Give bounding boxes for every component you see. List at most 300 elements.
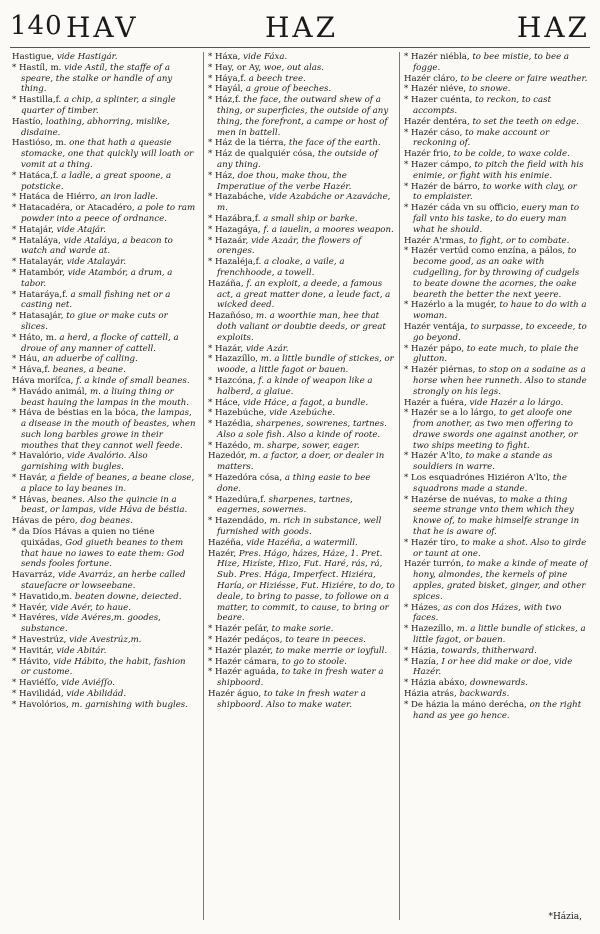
dictionary-entry [208, 667, 395, 689]
dictionary-entry [208, 138, 395, 149]
dictionary-entry [404, 495, 588, 538]
entry-definition: towards, thitherward. [441, 645, 537, 656]
entry-definition: to make merrie or ioyfull. [275, 645, 388, 656]
entry-headword: * Havolórios, [12, 699, 69, 710]
dictionary-entry [404, 603, 588, 625]
dictionary-entry [12, 473, 197, 495]
dictionary-entry [208, 419, 395, 441]
entry-definition: to fight, or to combate. [468, 235, 570, 246]
entry-headword: * Havilidád, [12, 689, 64, 700]
entry-definition: m. sharpe, sower, eager. [253, 440, 360, 451]
entry-definition: to make a shot. Also to girde or taunt at one. [413, 537, 587, 559]
entry-headword: * Házia, [404, 645, 439, 656]
entry-headword: * Hávas, [12, 494, 49, 505]
entry-definition: an iron ladle. [100, 192, 159, 203]
entry-definition: to take in fresh water a shipboord. [217, 667, 384, 689]
entry-definition: vide Hazér a lo lárgo. [469, 397, 564, 408]
entry-definition: beanes, a beane. [52, 365, 126, 376]
entry-headword: * Hazér niébla, [404, 52, 470, 62]
entry-headword: * Hazebúche, [208, 408, 267, 419]
dictionary-entry [208, 84, 395, 95]
entry-definition: to surpasse, to exceede, to go beyond. [413, 321, 587, 343]
entry-definition: the face of the earth. [288, 138, 381, 149]
entry-definition: a small fishing net or a casting net. [21, 289, 171, 311]
entry-definition: f. an exploit, a deede, a famous act, a great matter done, a leude fact, a wicked deed. [217, 278, 391, 311]
entry-headword: * Hazendádo, [208, 516, 267, 527]
entry-definition: beanes. Also the quincie in a beast, or lampas, vide Háva de béstia. [21, 494, 188, 516]
entry-headword: * Hazér se a lo lárgo, [404, 408, 497, 419]
entry-definition: vide Hazéña, a watermill. [246, 537, 358, 548]
entry-definition: God giueth beanes to them that haue no iawes to eate them: God sends fooles fortune. [21, 537, 185, 570]
entry-definition: vide Háce, a fagot, a bundle. [243, 397, 369, 408]
entry-definition: a beech tree. [248, 73, 306, 84]
dictionary-entry [208, 624, 395, 635]
entry-definition: to get aloofe one from another, as two men offering to drawe swords one against another, or two ships meeting to fight. [413, 408, 578, 451]
dictionary-entry [12, 63, 197, 95]
entry-headword: * Hazér pápo, [404, 343, 465, 354]
entry-definition: loathing, abhorring, mislike, disdaine. [21, 116, 170, 138]
entry-definition: to reckon, to cast accompts. [413, 95, 552, 116]
dictionary-entry [208, 495, 395, 517]
entry-headword: * Havestrúz, [12, 635, 67, 646]
entry-definition: m. a factor, a doer, or dealer in matters. [217, 451, 385, 473]
entry-headword: * Hazér aguáda, [208, 667, 279, 678]
dictionary-entry [404, 128, 588, 150]
entry-headword: * Havádo animál, [12, 386, 88, 397]
entry-definition: as con dos Házes, with two faces. [413, 602, 562, 624]
entry-headword: Hazér ventája, [404, 321, 468, 332]
column-2 [208, 52, 395, 922]
entry-headword: * Háu, [12, 354, 40, 365]
dictionary-entry [208, 354, 395, 376]
entry-definition: to set the teeth on edge. [472, 116, 579, 127]
dictionary-entry [12, 451, 197, 473]
dictionary-entry [12, 570, 197, 592]
entry-headword: * Hazérse de nuévas, [404, 494, 497, 505]
dictionary-entry [12, 678, 197, 689]
entry-definition: vide Azebúche. [269, 408, 336, 419]
entry-headword: Hastigue, [12, 52, 55, 62]
page-number: 140 [10, 11, 63, 41]
entry-definition: to giue or make cuts or slices. [21, 311, 168, 332]
dictionary-entry [208, 257, 395, 279]
entry-definition: one that hath a queasie stomacke, one that quickly will loath or vomit at a thing. [21, 138, 194, 170]
entry-definition: a cloake, a vaile, a frenchhoode, a towell. [217, 257, 345, 278]
dictionary-entry [208, 473, 395, 495]
entry-headword: * Hatalayár, [12, 257, 64, 268]
entry-definition: vide Avarráz, an herbe called staueſacre or lowseebane. [21, 570, 186, 592]
dictionary-entry [12, 613, 197, 635]
entry-headword: * Hazér cáda vn su officio, [404, 203, 519, 214]
dictionary-entry [404, 657, 588, 679]
entry-headword: * Hazezíllo, [404, 624, 454, 635]
entry-headword: Háva moríſca, [12, 375, 74, 386]
dictionary-entry [208, 95, 395, 138]
catchword: *Házia, [548, 912, 582, 922]
dictionary-entry [404, 678, 588, 689]
entry-headword: * Havatido,m. [12, 591, 73, 602]
entry-definition: m. rich in substance, well furnished with goods. [217, 516, 382, 538]
entry-definition: a pole to ram powder into a peece of ordnance. [21, 203, 196, 224]
entry-definition: on the right hand as yee go hence. [413, 699, 582, 721]
entry-definition: dog beanes. [80, 516, 133, 527]
dictionary-entry [208, 451, 395, 473]
dictionary-entry [12, 290, 197, 312]
entry-definition: to bee mistie, to bee a fogge. [413, 52, 570, 73]
dictionary-entry [12, 657, 197, 679]
entry-headword: * Hazér cámara, [208, 656, 280, 667]
entry-headword: Hastióso, m. [12, 138, 67, 149]
entry-headword: * Hatambór, [12, 267, 65, 278]
entry-headword: * Hatacadéra, or Atacadéro, [12, 203, 135, 214]
entry-definition: a groue of beeches. [245, 84, 332, 95]
dictionary-entry [208, 646, 395, 657]
entry-headword: Hastío, [12, 116, 44, 127]
dictionary-entry [12, 203, 197, 225]
entry-definition: vide Avestrúz,m. [69, 635, 142, 646]
entry-headword: * Hazabáche, [208, 192, 267, 203]
dictionary-entry [208, 376, 395, 398]
dictionary-entry [208, 344, 395, 355]
entry-headword: * Hazér pedáços, [208, 635, 283, 646]
entry-headword: * Hazédo, [208, 440, 251, 451]
entry-headword: * Hazagáya, [208, 224, 261, 235]
entry-headword: * Háva de béstias en la bóca, [12, 408, 139, 419]
entry-headword: * Hastilla,f. [12, 95, 62, 106]
dictionary-entry [404, 322, 588, 344]
entry-definition: downewards. [470, 678, 528, 689]
dictionary-entry [208, 171, 395, 193]
entry-headword: * Hazérlo a la mugér, [404, 300, 497, 311]
entry-definition: an aduerbe of calling. [42, 354, 138, 365]
entry-headword: * Házes, [404, 602, 441, 613]
entry-definition: the squadrons made a stande. [413, 473, 567, 494]
running-header [10, 5, 590, 45]
entry-headword: * Hazédia, [208, 419, 254, 430]
dictionary-entry [12, 52, 197, 63]
entry-definition: to make account or reckoning of. [413, 127, 550, 149]
entry-headword: * Hazía, [404, 656, 439, 667]
entry-headword: * Hazér cáso, [404, 127, 463, 138]
entry-headword: * Ház de la tiérra, [208, 138, 287, 149]
column-1 [12, 52, 197, 922]
entry-headword: * Havéres, [12, 613, 58, 624]
dictionary-entry [208, 74, 395, 85]
entry-definition: doe thou, make thou, the Imperatiue of the verbe Hazér. [217, 170, 352, 192]
dictionary-entry [208, 63, 395, 74]
entry-definition: vide Hábito, the habit, fashion or custome. [21, 656, 186, 678]
entry-definition: vide Avéres,m. goodes, substance. [21, 613, 161, 635]
dictionary-entry [12, 236, 197, 258]
entry-headword: * Hataláya, [12, 235, 61, 246]
entry-definition: the outside of any thing. [217, 149, 378, 170]
entry-definition: vide Atalayár. [66, 257, 127, 268]
entry-headword: * Hazér tíro, [404, 537, 459, 548]
entry-definition: the face, the outward shew of a thing, or superficies, the outside of any thing, the forefront, a campe or host of men in battell. [217, 95, 389, 138]
dictionary-entry [12, 408, 197, 451]
dictionary-entry [404, 74, 588, 85]
entry-definition: to be colde, to waxe colde. [453, 149, 570, 160]
entry-definition: to haue to do with a woman. [413, 300, 587, 322]
entry-headword: * Házia abáxo, [404, 678, 468, 689]
entry-definition: to stop on a sodaine as a horse when hee runneth. Also to stande strongly on his legs. [413, 365, 587, 397]
entry-headword: * Háya,f. [208, 73, 246, 84]
dictionary-entry [12, 311, 197, 333]
dictionary-entry [208, 279, 395, 311]
entry-headword: * Hazazíllo, [208, 354, 258, 365]
dictionary-entry [208, 192, 395, 214]
entry-definition: euery man to fall vnto his taske, to do euery man what he should. [413, 203, 579, 235]
dictionary-entry [208, 538, 395, 549]
entry-headword: Hazér dentéra, [404, 116, 470, 127]
entry-headword: Havarráz, [12, 570, 56, 581]
entry-headword: Hazañóso, [208, 311, 254, 322]
dictionary-entry [12, 171, 197, 193]
entry-definition: I or hee did make or doe, vide Hazér. [413, 656, 573, 678]
entry-headword: * Hazér niéve, [404, 84, 467, 95]
dictionary-entry [404, 398, 588, 409]
dictionary-entry [404, 149, 588, 160]
entry-definition: to make a thing seeme strange vnto them which they knowe of, to make himselfe strange in that he is aware of. [413, 494, 580, 538]
dictionary-entry [404, 52, 588, 74]
entry-headword: * Los esquadrónes Hiziéron A'lto, [404, 473, 551, 484]
entry-definition: vide Atambór, a drum, a tabor. [21, 267, 173, 289]
dictionary-entry [12, 225, 197, 236]
dictionary-entry [404, 203, 588, 235]
entry-definition: vide Astíl, the staffe of a speare, the stalke or handle of any thing. [21, 62, 173, 95]
entry-headword: * Háxa, [208, 52, 241, 62]
dictionary-entry [404, 689, 588, 700]
entry-definition: a fielde of beanes, a beane close, a place to lay beanes in. [21, 473, 195, 494]
column-divider [203, 52, 204, 920]
entry-headword: * Háce, [208, 397, 241, 408]
entry-definition: m. a little bundle of stickes, or woode, a little fagot or bauen. [217, 354, 394, 376]
dictionary-entry [404, 451, 588, 473]
entry-headword: * Hazedúra,f. [208, 494, 266, 505]
dictionary-entry [208, 516, 395, 538]
entry-definition: to teare in peeces. [285, 635, 366, 646]
entry-headword: * Hatajár, [12, 224, 54, 235]
entry-definition: vide Azár. [245, 343, 289, 354]
entry-definition: sharpenes, sowrenes, tartnes. Also a sole fish. Also a kinde of roote. [217, 419, 387, 440]
entry-definition: to be cleere or faire weather. [460, 73, 588, 84]
dictionary-entry [404, 559, 588, 602]
dictionary-entry [404, 95, 588, 117]
entry-headword: * Hazér plazér, [208, 645, 273, 656]
header-center-word: HAZ [265, 11, 339, 44]
dictionary-entry [208, 149, 395, 171]
entry-definition: a chip, a splinter, a single quarter of timber. [21, 95, 176, 116]
entry-headword: * Hazaléja,f. [208, 257, 262, 268]
entry-headword: * Havalório, [12, 451, 65, 462]
dictionary-entry [404, 84, 588, 95]
entry-definition: to go to stoole. [282, 656, 347, 667]
entry-definition: f. a iauelin, a moores weapon. [263, 224, 394, 235]
dictionary-entry [404, 246, 588, 300]
entry-definition: vide Avér, to haue. [50, 602, 131, 613]
entry-definition: a herd, a flocke of cattell, a droue of any manner of cattell. [21, 332, 179, 354]
entry-headword: * Havár, [12, 473, 48, 484]
dictionary-entry [208, 214, 395, 225]
entry-headword: Hazér cláro, [404, 73, 458, 84]
dictionary-entry [404, 344, 588, 366]
dictionary-entry [12, 376, 197, 387]
dictionary-entry [12, 635, 197, 646]
dictionary-entry [12, 257, 197, 268]
dictionary-entry [404, 365, 588, 397]
entry-headword: * Hayál, [208, 84, 244, 95]
dictionary-entry [12, 592, 197, 603]
dictionary-entry [208, 311, 395, 343]
dictionary-entry [12, 117, 197, 139]
dictionary-entry [208, 236, 395, 258]
entry-definition: vide Azaár, the flowers of orenges. [217, 235, 362, 257]
entry-definition: to pitch the field with his enimie, or fight with his enimie. [413, 159, 584, 181]
entry-headword: * Háto, m. [12, 332, 57, 343]
entry-headword: * Hazaár, [208, 235, 249, 246]
column-3 [404, 52, 588, 922]
entry-definition: to make a stande as souldiers in warre. [413, 451, 553, 473]
dictionary-entry [208, 689, 395, 711]
entry-definition: to make sorie. [271, 624, 334, 635]
entry-headword: Hazér frio, [404, 149, 452, 160]
entry-definition: vide Hastigár. [56, 52, 118, 62]
entry-definition: to snowe. [468, 84, 511, 95]
dictionary-entry [404, 408, 588, 451]
entry-headword: Hazér a fuéra, [404, 397, 467, 408]
entry-headword: * Hatáca de Hiérro, [12, 192, 98, 203]
entry-headword: * Hávito, [12, 656, 51, 667]
entry-definition: a ladle, a great spoone, a potsticke. [21, 170, 172, 192]
dictionary-entry [12, 527, 197, 570]
dictionary-entry [12, 333, 197, 355]
entry-headword: Hazér A'rmas, [404, 235, 467, 246]
entry-definition: vide Abilidád. [66, 689, 127, 700]
entry-definition: to take in fresh water a shipboord. Also to make water. [217, 689, 366, 710]
entry-headword: * Hazér de bárro, [404, 181, 481, 192]
dictionary-entry [208, 657, 395, 668]
entry-headword: * Háva,f. [12, 365, 50, 376]
dictionary-entry [12, 646, 197, 657]
entry-definition: woe, out alas. [263, 62, 324, 73]
column-divider [399, 52, 400, 920]
dictionary-entry [12, 495, 197, 517]
dictionary-entry [12, 689, 197, 700]
dictionary-entry [12, 138, 197, 170]
entry-headword: * Hastíl, m. [12, 62, 62, 73]
entry-definition: beaten downe, deiected. [74, 591, 182, 602]
entry-headword: * Hazábra,f. [208, 213, 261, 224]
entry-headword: * Hazcóna, [208, 375, 256, 386]
entry-definition: sharpenes, tartnes, eagernes, sowernes. [217, 494, 353, 516]
dictionary-entry [404, 538, 588, 560]
header-left-word: HAV [66, 11, 139, 44]
entry-headword: * De házia la máno deréchа, [404, 699, 527, 710]
entry-headword: * Hazér vertúd como enzína, a pálos, [404, 246, 565, 257]
header-rule [10, 47, 590, 48]
dictionary-entry [208, 635, 395, 646]
dictionary-entry [404, 117, 588, 128]
entry-headword: * Ház,f. [208, 95, 241, 106]
entry-definition: backwards. [459, 689, 510, 700]
dictionary-entry [404, 160, 588, 182]
dictionary-entry [404, 473, 588, 495]
entry-definition: vide Abitár. [56, 645, 107, 656]
entry-definition: vide Aviéſſo. [61, 678, 115, 689]
entry-headword: * Hatáca,f. [12, 170, 59, 181]
entry-definition: to worke with clay, or to emplaister. [413, 181, 577, 203]
entry-headword: * Hazér A'lto, [404, 451, 463, 462]
entry-definition: a small ship or barke. [263, 213, 358, 224]
entry-headword: * Hazár, [208, 343, 244, 354]
dictionary-entry [208, 441, 395, 452]
entry-headword: * Hatasajár, [12, 311, 64, 322]
header-right-word: HAZ [516, 11, 590, 44]
entry-definition: f. a kinde of weapon like a halberd, a glaiue. [217, 375, 373, 397]
entry-definition: vide Azabáche or Azaváche, m. [217, 192, 391, 214]
dictionary-entry [12, 95, 197, 117]
entry-headword: * Ház de qualquiér cósa, [208, 149, 316, 160]
entry-definition: the lampas, a disease in the mouth of beastes, when such long barbles growe in their mouthes that they cannot well feede. [21, 408, 196, 451]
entry-headword: Hazér turrón, [404, 559, 464, 570]
dictionary-entry [12, 354, 197, 365]
entry-headword: Házia atrás, [404, 689, 457, 700]
entry-definition: to eate much, to plaie the glutton. [413, 343, 579, 365]
entry-definition: m. a little bundle of stickes, a little fagot, or bauen. [413, 624, 586, 646]
dictionary-entry [208, 549, 395, 625]
entry-headword: * Hazer cuénta, [404, 95, 473, 106]
dictionary-entry [404, 236, 588, 247]
entry-headword: * Hazér peſár, [208, 624, 269, 635]
dictionary-entry [12, 268, 197, 290]
entry-headword: * da Díos Hávas a quien no tiéne quixádas, [12, 527, 155, 548]
entry-definition: vide Atajár. [56, 224, 106, 235]
dictionary-entry [404, 624, 588, 646]
entry-headword: * Havitár, [12, 645, 54, 656]
dictionary-entry [208, 52, 395, 63]
entry-headword: Hazéña, [208, 537, 244, 548]
dictionary-entry [208, 225, 395, 236]
entry-headword: Hazér águo, [208, 689, 262, 700]
entry-definition: to become good, as an oake with cudgelling, for by throwing of cudgels to beate downe the acornes, the oake beareth the better the next yeere. [413, 246, 580, 300]
entry-headword: Hávas de péro, [12, 516, 78, 527]
entry-headword: * Hazedóra cósa, [208, 473, 283, 484]
dictionary-entry [12, 387, 197, 409]
dictionary-entry [404, 182, 588, 204]
entry-headword: Hazáña, [208, 278, 244, 289]
entry-definition: a thing easie to bee done. [217, 473, 371, 494]
entry-headword: * Hataráya,f. [12, 289, 68, 300]
entry-definition: m. garnishing with bugles. [71, 699, 188, 710]
entry-headword: * Haviéſſo, [12, 678, 59, 689]
entry-definition: to make a kinde of meate of hony, almondes, the kernels of pine apples, grated bisket, ginger, and other spices. [413, 559, 588, 602]
dictionary-entry [404, 646, 588, 657]
dictionary-entry [12, 365, 197, 376]
entry-definition: f. a kinde of small beanes. [76, 375, 190, 386]
dictionary-entry [208, 398, 395, 409]
dictionary-entry [404, 700, 588, 722]
entry-definition: m. a woorthie man, hee that doth valiant or doubtie deeds, or great exploits. [217, 311, 386, 343]
dictionary-entry [208, 408, 395, 419]
entry-headword: * Hazer cámpo, [404, 159, 472, 170]
entry-headword: * Hazér piérnas, [404, 365, 476, 376]
entry-definition: Pres. Hágo, házes, Háze, 1. Pret. Hize, Hizíste, Hizo, Fut. Haré, rás, rá, Sub. Pres. Hága, Imperfect. Hiziéra, Haría, or Hiziésse, Fut. Hiziére, to do, to deale, to bring to passe, to followe on a matter, to commit, to cause, to bring or beare. [217, 548, 395, 624]
entry-headword: * Hay, or Ay, [208, 62, 262, 73]
entry-definition: m. a liuing thing or beast hauing the lampas in the mouth. [21, 386, 190, 408]
dictionary-entry [12, 700, 197, 711]
entry-headword: * Havér, [12, 602, 48, 613]
entry-headword: * Ház, [208, 170, 235, 181]
